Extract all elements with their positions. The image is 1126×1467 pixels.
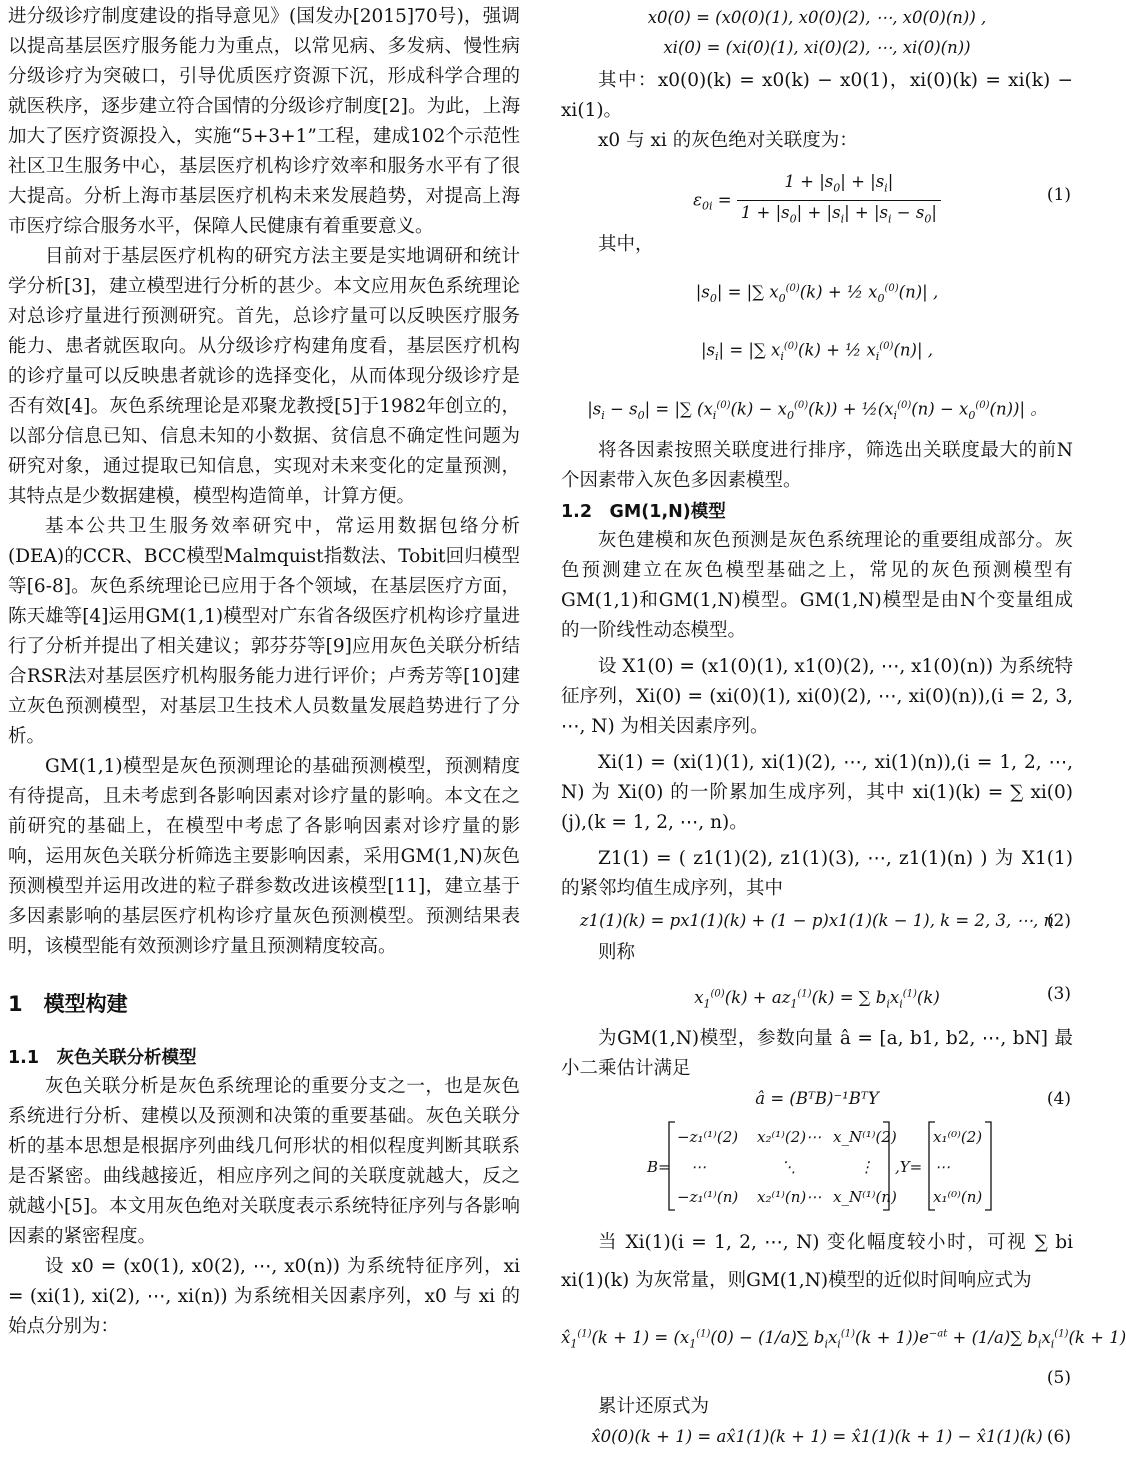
paragraph-grey-constant: 当 Xi(1)(i = 1, 2, ⋯, N) 变化幅度较小时，可视 ∑ bi xi(1)(k) 为灰常量，则GM(1,N)模型的近似时间响应式为 [561,1232,1073,1291]
matrix-b-r2c1: ⋯ [691,1158,706,1176]
paragraph-grey-modeling: 灰色建模和灰色预测是灰色系统理论的重要组成部分。灰色预测建立在灰色模型基础之上，常见的灰色预测模型有GM(1,1)和GM(1,N)模型。GM(1,N)模型是由N个变量组成的一阶线性动态模型。 [561,530,1073,641]
equation-1-number: (1) [1046,185,1071,205]
equation-5-number: (5) [1046,1368,1071,1388]
matrix-y-r1: x₁⁽⁰⁾(2) [933,1128,983,1146]
equation-2-number: (2) [1046,911,1071,931]
paragraph-feature-sequence: 设 X1(0) = (x1(0)(1), x1(0)(2), ⋯, x1(0)(n)) 为系统特征序列，Xi(0) = (xi(0)(1), xi(0)(2), ⋯, xi(0)(n)),(i = 2, 3, ⋯, N) 为相关因素序列。 [561,656,1073,737]
equation-5-time-response: $x̂_1^{(1)}(k + 1) = (x_1^{(1)}(0) - (1/a)\sum$ $b_ix_i^{(1)}(k + 1))e^{-at} + (1/a)\sum$ $b_ix_i^{(1)}(k + 1)$ [561,1327,1126,1350]
matrix-y-right-bracket [985,1122,991,1210]
equation-2-body: z1(1)(k) = px1(1)(k) + (1 − p)x1(1)(k − 1), k = 2, 3, ⋯, n [579,911,1055,930]
paragraph-ranking: 将各因素按照关联度进行排序，筛选出关联度最大的前N个因素带入灰色多因素模型。 [561,440,1073,491]
paragraph-parameter-vector: 为GM(1,N)模型，参数向量 â = [a, b1, b2, ⋯, bN] 最小二乘估计满足 [561,1028,1073,1079]
paragraph-gm11-limitations: GM(1,1)模型是灰色预测理论的基础预测模型，预测精度有待提高，且未考虑到各影响因素对诊疗量的影响。本文在之前研究的基础上，在模型中考虑了各影响因素对诊疗量的影响，运用灰色关联分析筛选主要影响因素，采用GM(1,N)灰色预测模型并运用改进的粒子群参数改进该模型[11]，建立基于多因素影响的基层医疗机构诊疗量灰色预测模型。预测结果表明，该模型能有效预测诊疗量且预测精度较高。 [8,756,520,957]
equation-si-definition: $|s_i|$ = |∑ $x_i^{(0)}(k)$ + ½ $x_i^{(0)}(n)|$ , [700,340,934,363]
matrix-b-r1c2: x₂⁽¹⁾(2)⋯ [757,1128,822,1146]
equation-6-body: x̂0(0)(k + 1) = ax̂1(1)(k + 1) = x̂1(1)(k + 1) − x̂1(1)(k) [591,1427,1043,1446]
matrix-y-label: ,Y= [895,1158,923,1176]
section-heading-model: 1 模型构建 [8,992,128,1016]
equation-si-minus-s0-definition: $|s_i - s_0|$ = |∑ $(x_i^{(0)}(k) - x_0^{(0)}(k))$ + $\frac{1}{2}(x_i^{(0)}(n) - x_0^{(0)}(n))|$ 。 [587,399,1047,422]
paragraph-where-definitions: 其中：x0(0)(k) = x0(k) − x0(1)，xi(0)(k) = xi(k) − xi(1)。 [561,70,1073,121]
paragraph-absolute-relational: x0 与 xi 的灰色绝对关联度为： [598,130,858,151]
paragraph-accumulated-sequence: Xi(1) = (xi(1)(1), xi(1)(2), ⋯, xi(1)(n)),(i = 1, 2, ⋯, N) 为 Xi(0) 的一阶累加生成序列，其中 xi(1)(k) = ∑ xi(0)(j),(k = 1, 2, ⋯, n)。 [561,752,1073,833]
matrix-b-r3c2: x₂⁽¹⁾(n)⋯ [757,1188,822,1206]
paragraph-sequence-definition: 设 x0 = (x0(1), x0(2), ⋯, x0(n)) 为系统特征序列，xi = (xi(1), xi(2), ⋯, xi(n)) 为系统相关因素序列，x0 与 xi 的始点分别为： [8,1256,520,1337]
equation-xi-sequence: xi(0) = (xi(0)(1), xi(0)(2), ⋯, xi(0)(n)) [663,38,971,57]
matrix-b-r1c1: −z₁⁽¹⁾(2) [677,1128,739,1146]
paragraph-research-methods: 目前对于基层医疗机构的研究方法主要是实地调研和统计学分析[3]，建立模型进行分析的甚少。本文应用灰色系统理论对总诊疗量进行预测研究。首先，总诊疗量可以反映医疗服务能力、患者就医取向。从分级诊疗构建角度看，基层医疗机构的诊疗量可以反映患者就诊的选择变化，从而体现分级诊疗是否有效[4]。灰色系统理论是邓聚龙教授[5]于1982年创立的，以部分信息已知、信息未知的小数据、贫信息不确定性问题为研究对象，通过提取已知信息，实现对未来变化的定量预测，其特点是少数据建模，模型构造简单，计算方便。 [8,246,520,507]
left-column [8,0,520,1342]
right-column [561,0,1126,1452]
equation-4-body: â = (BᵀB)⁻¹BᵀY [755,1089,879,1108]
matrix-b-r2c2: ⋱ [781,1158,796,1176]
matrix-b-r3c1: −z₁⁽¹⁾(n) [677,1188,739,1206]
paragraph-then-called: 则称 [598,942,636,963]
equation-6-restore [561,1422,1073,1452]
paragraph-grey-relational-intro: 灰色关联分析是灰色系统理论的重要分支之一，也是灰色系统进行分析、建模以及预测和决策的重要基础。灰色关联分析的基本思想是根据序列曲线几何形状的相似程度判断其联系是否紧密。曲线越接近，相应序列之间的关联度就越大，反之就越小[5]。本文用灰色绝对关联度表示系统特征序列与各影响因素的紧密程度。 [8,1076,520,1247]
equation-3-gm1n: $x_1^{(0)}(k) + az_1^{(1)}(k)$ = ∑ $b_ix_i^{(1)}(k)$ (3) [561,968,1073,1020]
matrix-b-y-svg [561,1114,1073,1218]
paragraph-restore: 累计还原式为 [598,1396,710,1417]
matrix-b-r3c3: x_N⁽¹⁾(n) [833,1188,897,1206]
matrix-b-r2c3: ⋮ [859,1158,874,1176]
matrix-y-r3: x₁⁽⁰⁾(n) [933,1188,983,1206]
subsection-heading-gm1n: 1.2 GM(1,N)模型 [561,502,726,522]
equation-1-absolute-relational-degree: $\varepsilon_{0i}$ = $\frac{1 + |s_0| + |s_i|}{1 + |s_0| + |s_i| + |s_i - s_0|}$ (1) [693,172,1071,226]
paragraph-intro-continued: 进分级诊疗制度建设的指导意见》(国发办[2015]70号)，强调以提高基层医疗服务能力为重点，以常见病、多发病、慢性病分级诊疗为突破口，引导优质医疗资源下沉，形成科学合理的就医秩序，逐步建立符合国情的分级诊疗制度[2]。为此，上海加大了医疗资源投入，实施“5+3+1”工程，建成102个示范性社区卫生服务中心，基层医疗机构诊疗效率和服务水平有了很大提高。分析上海市基层医疗机构未来发展趋势，对提高上海市医疗综合服务水平，保障人民健康有着重要意义。 [8,6,520,237]
matrix-b-label: B= [647,1158,671,1176]
paragraph-efficiency-studies: 基本公共卫生服务效率研究中，常运用数据包络分析(DEA)的CCR、BCC模型Malmquist指数法、Tobit回归模型等[6-8]。灰色系统理论已应用于各个领域，在基层医疗方面，陈天雄等[4]运用GM(1,1)模型对广东省各级医疗机构诊疗量进行了分析并提出了相关建议；郭芬芬等[9]应用灰色关联分析结合RSR法对基层医疗机构服务能力进行评价；卢秀芳等[10]建立灰色预测模型，对基层卫生技术人员数量发展趋势进行了分析。 [8,516,520,747]
paragraph-mean-sequence: Z1(1) = ( z1(1)(2), z1(1)(3), ⋯, z1(1)(n) ) 为 X1(1) 的紧邻均值生成序列，其中 [561,848,1073,899]
matrix-y-r2: ⋯ [935,1158,950,1176]
equation-6-number: (6) [1046,1427,1071,1447]
paragraph-where-2: 其中， [598,234,654,255]
equation-4-number: (4) [1046,1089,1071,1109]
subsection-heading-grey-relational: 1.1 灰色关联分析模型 [8,1048,197,1068]
matrix-b-and-y [561,1114,1073,1218]
equation-x0-sequence: x0(0) = (x0(0)(1), x0(0)(2), ⋯, x0(0)(n)) , [647,8,987,27]
matrix-b-r1c3: x_N⁽¹⁾(2) [833,1128,897,1146]
equation-2-mean-generation [561,904,1073,938]
equation-3-number: (3) [1046,984,1071,1004]
equation-s0-definition: $|s_0|$ = |∑ $x_0^{(0)}(k)$ + ½ $x_0^{(0)}(n)|$ , [695,282,939,305]
equation-4-least-squares [561,1084,1073,1114]
